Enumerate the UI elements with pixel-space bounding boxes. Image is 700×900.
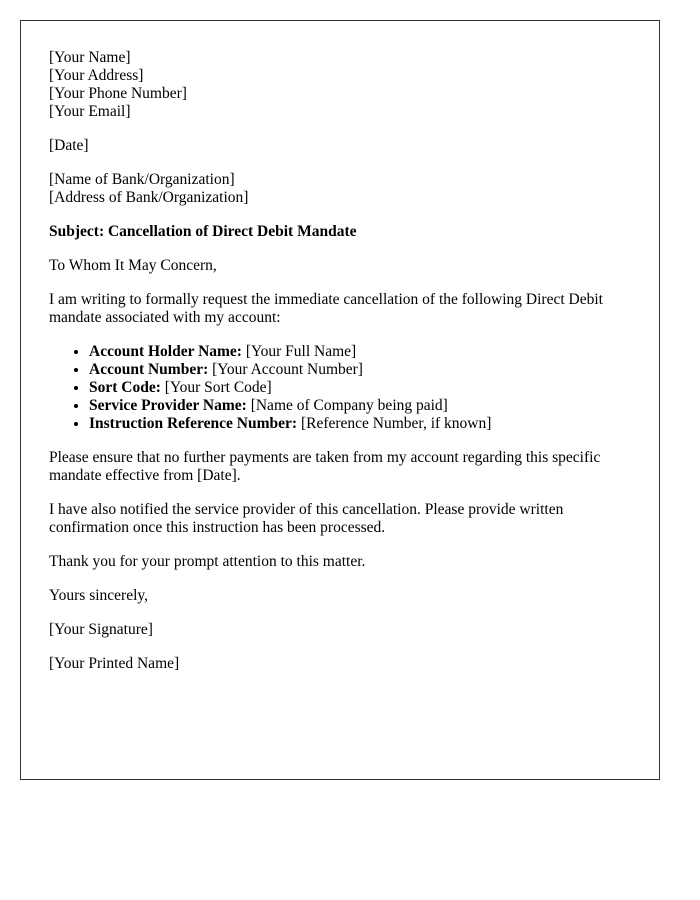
detail-value: [Your Sort Code] — [160, 379, 272, 396]
sender-phone: [Your Phone Number] — [49, 85, 187, 102]
sender-name: [Your Name] — [49, 49, 131, 66]
signature-line: [Your Signature] — [49, 621, 153, 638]
recipient-name: [Name of Bank/Organization] — [49, 171, 235, 188]
detail-value: [Name of Company being paid] — [246, 397, 448, 414]
sender-email: [Your Email] — [49, 103, 131, 120]
detail-value: [Your Full Name] — [241, 343, 357, 360]
list-item — [89, 361, 634, 379]
confirmation-paragraph: I have also notified the service provider of this cancellation. Please provide written confirmation once this instruction has been processed. — [49, 501, 564, 536]
closing-line: Yours sincerely, — [49, 587, 149, 604]
detail-value: [Your Account Number] — [208, 361, 363, 378]
date-line: [Date] — [49, 137, 89, 154]
list-item — [89, 397, 634, 415]
list-item — [89, 415, 634, 433]
printed-name-line: [Your Printed Name] — [49, 655, 180, 672]
recipient-address: [Address of Bank/Organization] — [49, 189, 249, 206]
detail-value: [Reference Number, if known] — [297, 415, 492, 432]
detail-label: Sort Code: — [89, 379, 161, 396]
subject-line: Subject: Cancellation of Direct Debit Mandate — [49, 223, 357, 240]
thanks-line: Thank you for your prompt attention to this matter. — [49, 553, 366, 570]
letter-page — [20, 20, 660, 780]
detail-label: Service Provider Name: — [89, 397, 247, 414]
list-item — [89, 379, 634, 397]
letter-body — [49, 49, 634, 689]
intro-paragraph: I am writing to formally request the immediate cancellation of the following Direct Debit mandate associated with my account: — [49, 291, 603, 326]
detail-label: Account Holder Name: — [89, 343, 242, 360]
list-item — [89, 343, 634, 361]
recipient-block — [49, 171, 634, 207]
sender-address: [Your Address] — [49, 67, 144, 84]
mandate-details-list — [49, 343, 634, 433]
detail-label: Account Number: — [89, 361, 209, 378]
detail-label: Instruction Reference Number: — [89, 415, 298, 432]
cancellation-paragraph: Please ensure that no further payments are taken from my account regarding this specific mandate effective from [Date]. — [49, 449, 601, 484]
sender-block — [49, 49, 634, 121]
salutation: To Whom It May Concern, — [49, 257, 217, 274]
